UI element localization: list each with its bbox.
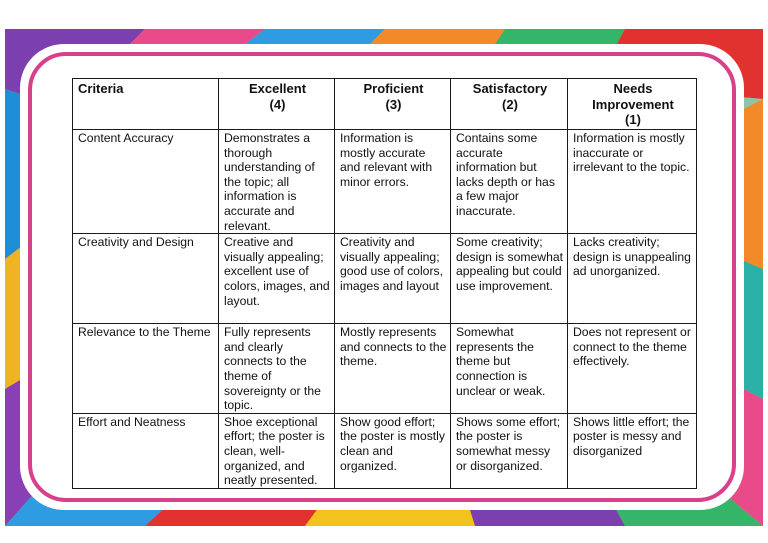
proficient-cell: Creativity and visually appealing; good use of colors, images and layout (335, 234, 451, 324)
header-needs-improvement (568, 79, 697, 130)
header-criteria: Criteria (73, 79, 219, 130)
header-satisfactory (451, 79, 568, 130)
excellent-cell: Creative and visually appealing; excellent use of colors, images, and layout. (219, 234, 335, 324)
needs-cell: Shows little effort; the poster is messy and disorganized (568, 413, 697, 488)
header-excellent (219, 79, 335, 130)
header-needs-score: (1) (625, 112, 641, 127)
criterion-cell: Content Accuracy (73, 130, 219, 234)
proficient-cell: Show good effort; the poster is mostly clean and organized. (335, 413, 451, 488)
satisfactory-cell: Contains some accurate information but lacks depth or has a few major inaccurate. (451, 130, 568, 234)
header-proficient (335, 79, 451, 130)
criterion-cell: Creativity and Design (73, 234, 219, 324)
header-proficient-score: (3) (385, 96, 402, 112)
excellent-cell: Fully represents and clearly connects to the theme of sovereignty or the topic. (219, 324, 335, 414)
rubric-table (72, 78, 697, 489)
header-satisfactory-score: (2) (502, 96, 518, 112)
satisfactory-cell: Somewhat represents the theme but connection is unclear or weak. (451, 324, 568, 414)
needs-cell: Does not represent or connect to the theme effectively. (568, 324, 697, 414)
criterion-cell: Relevance to the Theme (73, 324, 219, 414)
needs-cell: Information is mostly inaccurate or irrelevant to the topic. (568, 130, 697, 234)
header-satisfactory-label: Satisfactory (472, 81, 548, 96)
needs-cell: Lacks creativity; design is unappealing ad unorganized. (568, 234, 697, 324)
table-row (73, 324, 697, 414)
proficient-cell: Information is mostly accurate and relevant with minor errors. (335, 130, 451, 234)
table-row (73, 130, 697, 234)
criterion-cell: Effort and Neatness (73, 413, 219, 488)
header-excellent-score: (4) (269, 96, 286, 112)
proficient-cell: Mostly represents and connects to the theme. (335, 324, 451, 414)
header-proficient-label: Proficient (363, 81, 424, 96)
satisfactory-cell: Some creativity; design is somewhat appealing but could use improvement. (451, 234, 568, 324)
table-row (73, 413, 697, 488)
table-row (73, 234, 697, 324)
header-excellent-label: Excellent (248, 81, 307, 96)
satisfactory-cell: Shows some effort; the poster is somewhat messy or disorganized. (451, 413, 568, 488)
excellent-cell: Shoe exceptional effort; the poster is clean, well-organized, and neatly presented. (219, 413, 335, 488)
header-row (73, 79, 697, 130)
header-needs-label: Needs Improvement (592, 81, 674, 112)
excellent-cell: Demonstrates a thorough understanding of the topic; all information is accurate and relevant. (219, 130, 335, 234)
